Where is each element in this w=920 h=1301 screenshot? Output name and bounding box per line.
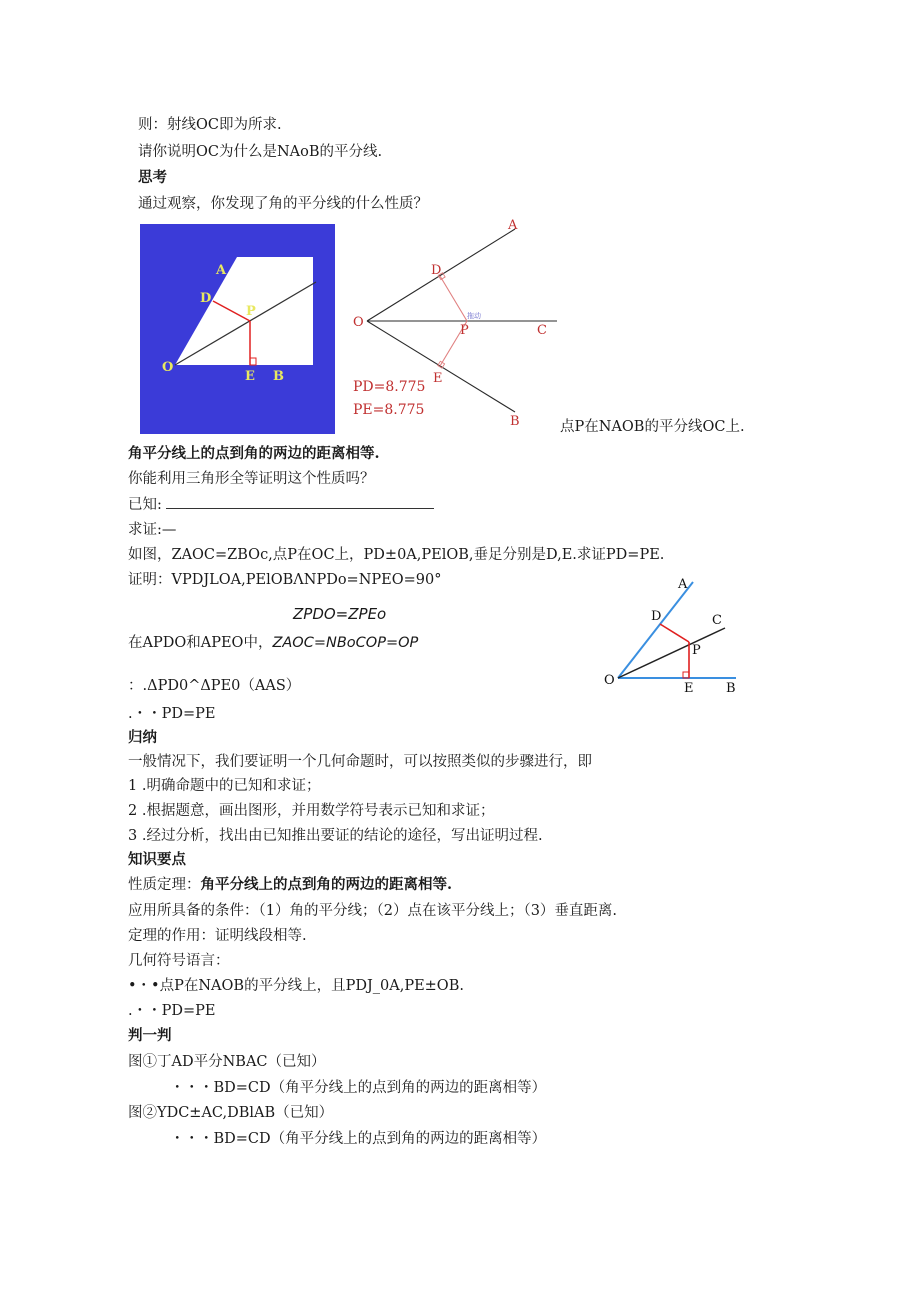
heading-summary: 归纳 <box>128 729 157 746</box>
figure2-label-drag: 拖动 <box>467 312 481 320</box>
figure3-label-e: E <box>684 681 694 696</box>
figure2-label-d: D <box>431 263 442 278</box>
figure3-ray-oa <box>618 582 693 678</box>
text-line-symbol-language: 几何符号语言： <box>128 953 230 969</box>
text-line-theorem <box>128 875 452 895</box>
figure3-perp-pd <box>660 624 689 642</box>
figure1-label-e: E <box>245 369 255 384</box>
text-line-summary-intro: 一般情况下，我们要证明一个几何命题时，可以按照类似的步骤进行，即 <box>128 754 592 770</box>
figure3-label-o: O <box>604 673 615 688</box>
figure1-label-b: B <box>273 369 284 384</box>
text-line-figure-statement: 如图，ZAOC=ZBOc,点P在OC上，PD±0A,PElOB,垂足分别是D,E.求证PD=PE. <box>128 547 665 563</box>
text-line-step-1: 1 .明确命题中的已知和求证； <box>128 778 321 794</box>
text-line-congruent: ：.ΔPD0^ΔPE0（AAS） <box>128 678 301 694</box>
figure2-readout-pd: PD=8.775 <box>353 379 426 395</box>
given-label: 已知: <box>128 497 162 513</box>
heading-knowledge: 知识要点 <box>128 851 186 868</box>
figure1-label-a: A <box>216 263 227 278</box>
figure2-label-a: A <box>508 218 518 233</box>
text-line-symbol: •・•点P在NAOB的平分线上，且PDJ_0A,PE±OB. <box>128 978 464 994</box>
text-line-conclusion-2: .・・PD=PE <box>128 1003 216 1019</box>
given-blank <box>166 496 434 509</box>
text-line-conclusion-1: .・・PD=PE <box>128 706 216 722</box>
text-line-given <box>128 495 434 515</box>
figure2-perp-pd <box>440 276 467 321</box>
figure1-label-p: P <box>246 304 256 319</box>
text-line-usage: 定理的作用：证明线段相等. <box>128 928 307 944</box>
figure-angle-readout <box>345 212 565 434</box>
text-line-result: 则：射线OC即为所求. <box>138 117 282 133</box>
figure3-label-b: B <box>726 681 736 696</box>
figure2-readout-pe: PE=8.775 <box>353 402 425 418</box>
in-triangles-conditions: ZAOC=NBoCOP=OP <box>272 635 419 651</box>
figure-angle-bisector <box>598 574 748 698</box>
figure3-bisector <box>618 628 725 678</box>
figure3-label-c: C <box>712 613 722 628</box>
figure3-label-d: D <box>651 609 662 624</box>
text-line-step-3: 3 .经过分析，找出由已知推出要证的结论的途径，写出证明过程. <box>128 828 543 844</box>
text-line-judge-2-result: ・・・BD=CD（角平分线上的点到角的两边的距离相等） <box>170 1131 547 1147</box>
heading-judge: 判一判 <box>128 1027 172 1044</box>
text-line-point-p: 点P在NAOB的平分线OC上. <box>560 419 745 435</box>
text-line-proof: 证明：VPDJLOA,PElOBΛNPDo=NPEO=90° <box>128 572 442 588</box>
figure2-label-o: O <box>353 315 364 330</box>
text-line-explain: 请你说明OC为什么是NAoB的平分线. <box>138 144 383 160</box>
figure1-label-d: D <box>200 291 212 306</box>
theorem-prefix: 性质定理： <box>128 877 201 893</box>
text-line-in-triangles <box>128 633 418 653</box>
text-line-property: 角平分线上的点到角的两边的距离相等. <box>128 445 380 462</box>
figure-paper-fold <box>140 224 335 434</box>
figure2-label-p: P <box>460 323 469 338</box>
figure2-ray-ob <box>367 321 515 412</box>
figure2-label-e: E <box>433 371 443 386</box>
theorem-statement: 角平分线上的点到角的两边的距离相等. <box>200 876 453 893</box>
heading-think: 思考 <box>138 169 167 186</box>
in-triangles-prefix: 在APDO和APEO中， <box>128 635 273 651</box>
figure2-label-c: C <box>537 323 547 338</box>
figure3-label-a: A <box>678 577 688 592</box>
figure3-label-p: P <box>692 643 701 658</box>
figure2-label-b: B <box>510 414 520 429</box>
text-line-judge-1: 图①丁AD平分NBAC（已知） <box>128 1054 326 1070</box>
text-line-conditions: 应用所具备的条件：（1）角的平分线；（2）点在该平分线上；（3）垂直距离. <box>128 903 618 919</box>
text-line-judge-1-result: ・・・BD=CD（角平分线上的点到角的两边的距离相等） <box>170 1080 547 1096</box>
text-line-judge-2: 图②YDC±AC,DBlAB（已知） <box>128 1105 334 1121</box>
text-line-prove: 求证:— <box>128 522 177 538</box>
text-line-ask-proof: 你能利用三角形全等证明这个性质吗？ <box>128 471 375 487</box>
text-line-angle-equal: ZPDO=ZPEo <box>293 605 387 623</box>
text-line-step-2: 2 .根据题意，画出图形，并用数学符号表示已知和求证； <box>128 803 495 819</box>
text-line-observe: 通过观察，你发现了角的平分线的什么性质？ <box>138 196 428 212</box>
figure1-label-o: O <box>162 360 174 375</box>
